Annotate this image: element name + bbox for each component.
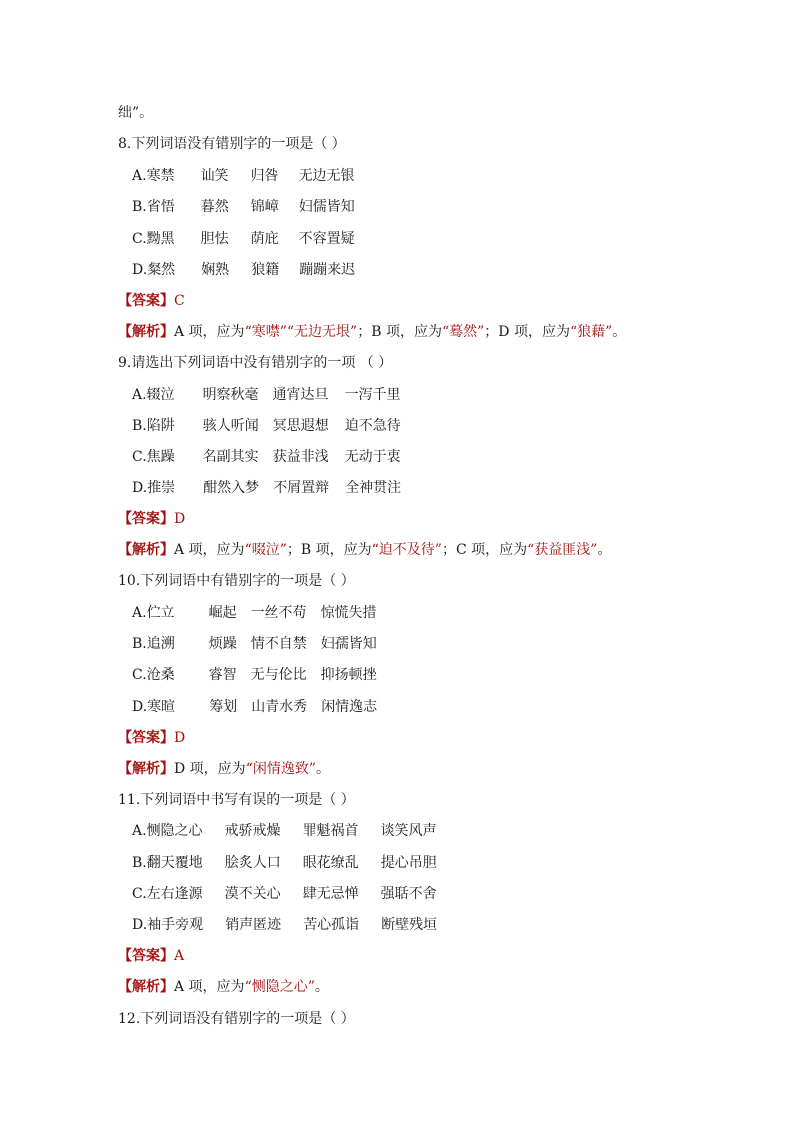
analysis-correction: “获益匪浅” [527,542,598,558]
option-word: 明察秋毫 [202,387,259,403]
option-word: 推崇 [147,480,176,496]
option-word: 谈笑风声 [380,823,437,839]
option-label: A. [132,387,147,403]
analysis-correction: “恻隐之心” [244,979,315,995]
analysis-correction: “蓦然” [441,324,485,340]
analysis-text: A 项，应为 [174,324,245,340]
option-word: 惊慌失措 [320,605,377,621]
analysis-text: 。 [612,324,627,340]
option-word: 冥思遐想 [272,418,329,434]
analysis-text: 。 [597,542,612,558]
option-row [132,479,401,497]
analysis-text: ；D 项，应为 [484,324,570,340]
option-word: 崛起 [208,605,237,621]
option-word: 情不自禁 [250,636,307,652]
analysis-tag: 【解析】 [118,542,174,558]
question-stem: 12.下列词语没有错别字的一项是（ ） [118,1011,355,1027]
answer-line [118,510,185,528]
option-word: 闲情逸志 [321,699,378,715]
option-word: 漠不关心 [224,886,281,902]
option-word: 娴熟 [201,262,230,278]
option-word: 一泻千里 [344,387,401,403]
option-word: 筹划 [209,699,238,715]
option-word: 烦躁 [208,636,237,652]
option-word: 无动于衷 [344,449,401,465]
option-label: C. [132,667,147,683]
option-word: 通宵达旦 [272,387,329,403]
answer-value: A [174,948,185,964]
option-word: 强聒不舍 [380,886,437,902]
option-label: C. [132,231,147,247]
option-label: B. [132,199,147,215]
option-word: 一丝不苟 [250,605,307,621]
analysis-text: A 项，应为 [174,542,245,558]
option-word: 粲然 [147,262,176,278]
option-row [132,885,437,903]
answer-tag: 【答案】 [118,948,174,964]
option-label: A. [132,605,147,621]
option-word: 黝黑 [146,231,175,247]
analysis-line [118,541,611,559]
analysis-text: 。 [314,979,329,995]
option-word: 酣然入梦 [203,480,260,496]
option-word: 省悟 [146,199,175,215]
option-label: D. [132,262,148,278]
analysis-tag: 【解析】 [118,979,174,995]
option-word: 狼籍 [251,262,280,278]
option-row [132,666,377,684]
option-row [132,261,355,279]
option-row [132,635,377,653]
option-word: 左右逢源 [146,886,203,902]
option-word: 山青水秀 [251,699,308,715]
question-stem: 11.下列词语中书写有误的一项是（ ） [118,792,355,808]
analysis-correction: “狼藉” [569,324,613,340]
option-word: 妇孺皆知 [320,636,377,652]
analysis-line [118,978,329,996]
option-word: 袖手旁观 [147,917,204,933]
option-word: 肆无忌惮 [302,886,359,902]
option-word: 断壁残垣 [381,917,438,933]
option-word: 寒禁 [146,168,175,184]
option-row [132,822,437,840]
option-word: 焦躁 [146,449,175,465]
analysis-text: D 项，应为 [174,761,246,777]
option-row [132,198,355,216]
question-stem: 8.下列词语没有错别字的一项是（ ） [118,136,346,152]
option-label: B. [132,636,147,652]
analysis-correction: “迫不及待” [371,542,442,558]
option-word: 翻天覆地 [146,855,203,871]
option-label: B. [132,418,147,434]
answer-tag: 【答案】 [118,511,174,527]
option-word: 眼花缭乱 [302,855,359,871]
option-word: 荫庇 [250,231,279,247]
question-stem: 10.下列词语中有错别字的一项是（ ） [118,573,355,589]
intro-text: 绌”。 [118,105,154,121]
analysis-tag: 【解析】 [118,761,174,777]
answer-line [118,729,185,747]
option-label: B. [132,855,147,871]
option-row [132,386,401,404]
option-row [132,698,377,716]
option-word: 戒骄戒燥 [224,823,281,839]
analysis-line [118,760,330,778]
analysis-text: ；B 项，应为 [286,542,372,558]
option-word: 无与伦比 [250,667,307,683]
option-word: 无边无银 [298,168,355,184]
analysis-text: ；B 项，应为 [357,324,442,340]
option-word: 名副其实 [202,449,259,465]
option-word: 获益非浅 [272,449,329,465]
option-word: 不屑置辩 [273,480,330,496]
option-word: 讪笑 [200,168,229,184]
analysis-correction: “闲情逸致” [245,761,317,777]
question-stem: 9.请选出下列词语中没有错别字的一项 （ ） [118,355,393,371]
option-label: D. [132,699,148,715]
option-word: 寒暄 [147,699,176,715]
option-word: 胆怯 [200,231,229,247]
analysis-tag: 【解析】 [118,324,174,340]
option-word: 迫不急待 [344,418,401,434]
option-word: 归咎 [250,168,279,184]
option-row [132,230,355,248]
option-word: 罪魁祸首 [302,823,359,839]
option-word: 恻隐之心 [146,823,203,839]
answer-tag: 【答案】 [118,730,174,746]
analysis-correction: “寒噤”“无边无垠” [244,324,358,340]
option-row [132,916,437,934]
option-label: C. [132,886,147,902]
option-word: 提心吊胆 [380,855,437,871]
option-row [132,854,437,872]
answer-line [118,292,185,310]
option-label: A. [132,823,147,839]
option-label: D. [132,917,148,933]
option-row [132,448,401,466]
answer-tag: 【答案】 [118,293,174,309]
option-word: 陷阱 [146,418,175,434]
option-row [132,167,355,185]
option-word: 全神贯注 [345,480,402,496]
option-word: 销声匿迹 [225,917,282,933]
option-label: A. [132,168,147,184]
option-word: 锦嶂 [250,199,279,215]
option-word: 脍炙人口 [224,855,281,871]
answer-line [118,947,184,965]
answer-value: D [174,730,186,746]
option-label: D. [132,480,148,496]
option-word: 苦心孤诣 [303,917,360,933]
option-word: 睿智 [208,667,237,683]
answer-value: D [174,511,186,527]
analysis-text: 。 [316,761,331,777]
option-word: 伫立 [146,605,175,621]
option-word: 沧桑 [146,667,175,683]
option-word: 蹦蹦来迟 [299,262,356,278]
analysis-text: ；C 项，应为 [441,542,528,558]
option-word: 暮然 [200,199,229,215]
option-label: C. [132,449,147,465]
option-word: 妇儒皆知 [298,199,355,215]
option-word: 辍泣 [146,387,175,403]
option-row [132,417,401,435]
option-word: 追溯 [146,636,175,652]
analysis-line [118,323,626,341]
answer-value: C [174,293,185,309]
option-word: 骇人听闻 [202,418,259,434]
analysis-correction: “啜泣” [244,542,287,558]
analysis-text: A 项，应为 [174,979,245,995]
option-word: 不容置疑 [298,231,355,247]
option-row [132,604,377,622]
option-word: 抑扬顿挫 [320,667,377,683]
